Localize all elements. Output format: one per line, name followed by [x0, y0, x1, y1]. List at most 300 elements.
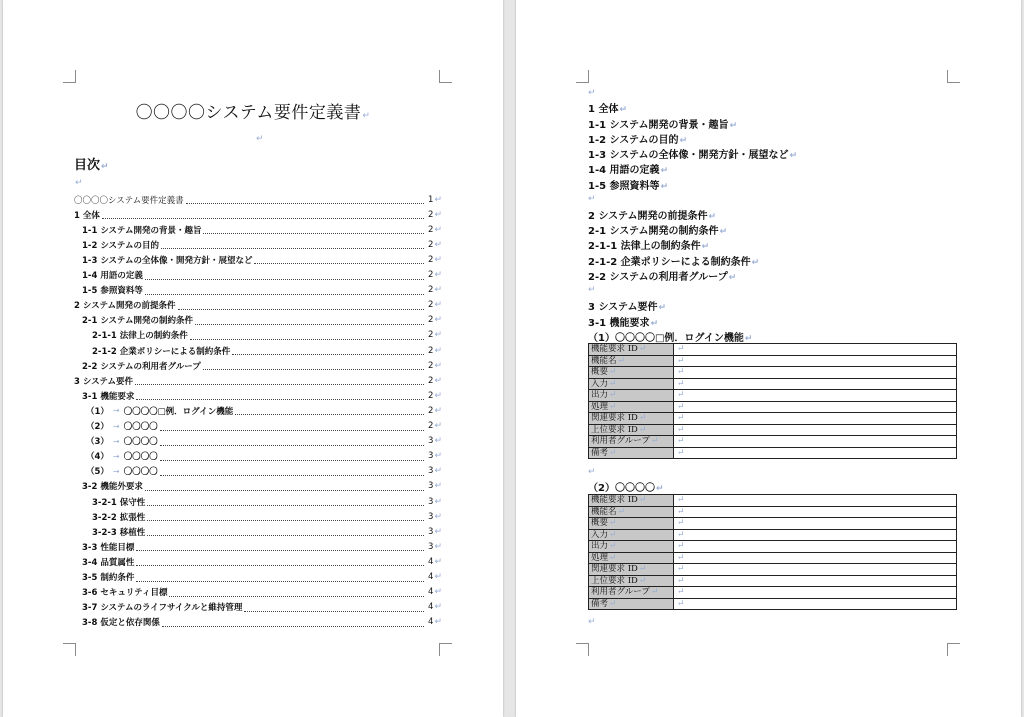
toc-leader-dots: [160, 467, 424, 476]
paragraph-mark: ↵: [434, 285, 442, 296]
toc-leader-dots: [145, 482, 424, 491]
section-heading[interactable]: （2）〇〇〇〇↵: [588, 483, 664, 494]
toc-page-number: 2: [428, 209, 434, 220]
table-label-cell[interactable]: [589, 378, 674, 390]
paragraph-mark: ↵: [434, 209, 442, 220]
toc-leader-dots: [147, 512, 424, 521]
table-value-cell[interactable]: [674, 424, 957, 436]
cell-end-mark: ↵: [677, 529, 685, 540]
table-row: [589, 506, 957, 518]
margin-corner-mark: [439, 643, 452, 656]
section-heading[interactable]: 3 システム要件↵: [588, 302, 666, 313]
paragraph-mark: ↵: [434, 270, 442, 280]
toc-entry-label: 1-1 システム開発の背景・趣旨: [82, 225, 202, 236]
cell-end-mark: ↵: [677, 413, 685, 424]
table-value-cell[interactable]: [674, 355, 957, 367]
toc-entry[interactable]: [74, 388, 442, 403]
toc-entry[interactable]: [74, 403, 442, 418]
cell-end-mark: ↵: [677, 447, 685, 458]
cell-end-mark: ↵: [677, 378, 685, 389]
section-heading[interactable]: 1-4 用語の定義↵: [588, 165, 669, 176]
cell-end-mark: ↵: [677, 495, 685, 506]
paragraph-mark: ↵: [434, 496, 442, 507]
paragraph-mark: ↵: [434, 421, 442, 431]
toc-entry[interactable]: [74, 600, 442, 615]
margin-corner-mark: [947, 643, 960, 656]
toc-entry-sublabel: 〇〇〇〇: [123, 422, 158, 432]
toc-leader-dots: [160, 422, 424, 431]
cell-end-mark: ↵: [677, 518, 685, 529]
paragraph-mark: ↵: [434, 436, 442, 447]
margin-corner-mark: [439, 70, 452, 83]
toc-entry-label: 2-1 システム開発の制約条件: [82, 316, 193, 327]
cell-end-mark: ↵: [677, 598, 685, 609]
requirements-table-1: [588, 343, 957, 459]
table-value-cell[interactable]: [674, 378, 957, 390]
cell-end-mark: ↵: [638, 424, 647, 435]
paragraph-mark: ↵: [434, 572, 442, 582]
cell-end-mark: ↵: [617, 506, 626, 517]
section-heading[interactable]: 1-3 システムの全体像・開発方針・展望など↵: [588, 150, 798, 161]
toc-leader-dots: [160, 452, 424, 461]
toc-entry-label: 3-2-3 移植性: [92, 527, 146, 538]
cell-end-mark: ↵: [638, 413, 647, 424]
toc-entry-sublabel: 〇〇〇〇: [123, 467, 158, 478]
tab-mark: →: [112, 421, 120, 431]
table-label-text: 上位要求 ID: [591, 424, 638, 435]
section-heading[interactable]: 2 システム開発の前提条件↵: [588, 211, 716, 222]
cell-end-mark: ↵: [609, 518, 617, 529]
toc-leader-dots: [136, 573, 424, 582]
margin-corner-mark: [63, 70, 76, 83]
toc-leader-dots: [145, 286, 424, 295]
table-value-cell[interactable]: [674, 495, 957, 507]
toc-leader-dots: [235, 406, 424, 415]
table-label-text: 処理: [591, 401, 609, 412]
cell-end-mark: ↵: [638, 495, 647, 506]
paragraph-mark: ↵: [256, 134, 264, 144]
cell-end-mark: ↵: [677, 436, 685, 447]
toc-leader-dots: [147, 527, 424, 536]
toc-entry[interactable]: [74, 554, 442, 569]
paragraph-mark: ↵: [434, 405, 442, 416]
table-label-cell[interactable]: [589, 575, 674, 587]
toc-page-number: 2: [428, 300, 434, 311]
toc-entry[interactable]: [74, 449, 442, 464]
toc-entry[interactable]: [74, 509, 442, 524]
toc-entry-label: 〇〇〇〇システム要件定義書: [74, 195, 184, 206]
toc-entry-label: 2-1-1 法律上の制約条件: [92, 331, 188, 342]
table-label-cell[interactable]: [589, 401, 674, 413]
document-title[interactable]: 〇〇〇〇システム要件定義書↵: [135, 103, 371, 123]
table-value-cell[interactable]: [674, 575, 957, 587]
table-label-cell[interactable]: [589, 598, 674, 610]
toc-entry-sublabel: 〇〇〇〇: [123, 437, 158, 448]
toc-entry[interactable]: [74, 343, 442, 358]
table-row: [589, 552, 957, 564]
paragraph-mark: ↵: [434, 390, 442, 401]
section-heading[interactable]: 2-1-2 企業ポリシーによる制約条件↵: [588, 257, 760, 268]
toc-entry-label: 3-8 仮定と依存関係: [82, 618, 160, 629]
paragraph-mark: ↵: [434, 375, 442, 386]
paragraph-mark: ↵: [434, 451, 442, 462]
cell-end-mark: ↵: [638, 344, 647, 355]
table-row: [589, 413, 957, 425]
paragraph-mark: ↵: [588, 285, 596, 295]
table-row: [589, 495, 957, 507]
paragraph-mark: ↵: [434, 541, 442, 552]
paragraph-mark: ↵: [434, 587, 442, 598]
section-heading[interactable]: 1-2 システムの目的↵: [588, 135, 688, 146]
cell-end-mark: ↵: [609, 378, 617, 389]
table-label-text: 概要: [591, 367, 609, 378]
table-row: [589, 424, 957, 436]
paragraph-mark: ↵: [434, 194, 442, 205]
toc-entry[interactable]: [74, 328, 442, 343]
toc-page-number: 3: [428, 511, 434, 522]
toc-entry[interactable]: [74, 434, 442, 449]
toc-page-number: 4: [428, 602, 434, 613]
paragraph-mark: ↵: [75, 178, 83, 188]
toc-entry[interactable]: [74, 252, 442, 267]
table-label-text: 備考: [591, 598, 609, 609]
tab-mark: →: [112, 406, 120, 416]
toc-entry-label: 1-3 システムの全体像・開発方針・展望など: [82, 255, 253, 266]
table-label-text: 入力: [591, 378, 609, 389]
table-value-cell[interactable]: [674, 541, 957, 553]
table-value-cell[interactable]: [674, 344, 957, 356]
section-heading[interactable]: 3-1 機能要求↵: [588, 318, 659, 329]
toc-entry-label: 3-6 セキュリティ目標: [82, 588, 168, 599]
toc-leader-dots: [186, 195, 424, 204]
margin-corner-mark: [576, 643, 589, 656]
paragraph-mark: ↵: [588, 617, 596, 627]
paragraph-mark: ↵: [434, 224, 442, 235]
toc-entry-label: （4）: [86, 452, 109, 463]
paragraph-mark: ↵: [588, 88, 596, 98]
toc-page-number: 2: [428, 405, 434, 416]
cell-end-mark: ↵: [609, 529, 617, 540]
cell-end-mark: ↵: [677, 367, 685, 378]
table-label-text: 処理: [591, 552, 609, 563]
toc-entry[interactable]: [74, 539, 442, 554]
toc-page-number: 3: [428, 496, 434, 507]
table-label-text: 機能名: [591, 506, 617, 517]
table-value-cell[interactable]: [674, 436, 957, 448]
cell-end-mark: ↵: [638, 564, 647, 575]
toc-entry[interactable]: [74, 524, 442, 539]
toc-entry[interactable]: [74, 419, 442, 434]
toc-leader-dots: [254, 255, 424, 264]
toc-entry-label: 3 システム要件: [74, 376, 134, 387]
toc-leader-dots: [147, 497, 424, 506]
paragraph-mark: ↵: [434, 466, 442, 477]
toc-entry-label: 3-5 制約条件: [82, 573, 135, 583]
table-row: [589, 529, 957, 541]
table-row: [589, 587, 957, 599]
toc-leader-dots: [162, 618, 424, 627]
cell-end-mark: ↵: [609, 367, 617, 378]
table-row: [589, 355, 957, 367]
table-row: [589, 436, 957, 448]
cell-end-mark: ↵: [677, 541, 685, 552]
table-row: [589, 575, 957, 587]
section-heading[interactable]: （1）〇〇〇〇□例．ログイン機能↵: [588, 333, 753, 344]
table-value-cell[interactable]: [674, 598, 957, 610]
toc-entry[interactable]: [74, 464, 442, 479]
table-label-cell[interactable]: [589, 390, 674, 402]
toc-entry-label: 2 システム開発の前提条件: [74, 301, 176, 312]
toc-leader-dots: [203, 361, 424, 370]
cell-end-mark: ↵: [677, 552, 685, 563]
section-heading[interactable]: 2-2 システムの利用者グループ↵: [588, 272, 737, 283]
table-value-cell[interactable]: [674, 413, 957, 425]
table-row: [589, 344, 957, 356]
cell-end-mark: ↵: [650, 436, 659, 447]
table-value-cell[interactable]: [674, 529, 957, 541]
toc-entry-sublabel: 〇〇〇〇: [123, 452, 158, 463]
cell-end-mark: ↵: [609, 541, 617, 552]
table-label-text: 上位要求 ID: [591, 575, 638, 586]
paragraph-mark: ↵: [434, 526, 442, 537]
tab-mark: →: [112, 466, 120, 476]
toc-entry[interactable]: [74, 237, 442, 252]
toc-leader-dots: [135, 376, 424, 385]
table-label-cell[interactable]: [589, 424, 674, 436]
toc-entry-label: 3-3 性能目標: [82, 542, 135, 553]
toc-leader-dots: [136, 391, 424, 400]
toc-leader-dots: [102, 210, 424, 219]
toc-leader-dots: [232, 346, 424, 355]
table-label-cell[interactable]: [589, 506, 674, 518]
toc-leader-dots: [169, 588, 424, 597]
table-row: [589, 447, 957, 459]
paragraph-mark: ↵: [434, 481, 442, 492]
table-label-cell[interactable]: [589, 518, 674, 530]
toc-entry-label: 1 全体: [74, 210, 100, 221]
toc-entry[interactable]: [74, 570, 442, 585]
toc-leader-dots: [136, 557, 424, 566]
cell-end-mark: ↵: [677, 506, 685, 517]
toc-entry[interactable]: [74, 222, 442, 237]
toc-entry[interactable]: [74, 298, 442, 313]
table-row: [589, 401, 957, 413]
toc-entry[interactable]: [74, 494, 442, 509]
cell-end-mark: ↵: [609, 390, 617, 401]
toc-page-number: 4: [428, 556, 434, 567]
table-label-text: 出力: [591, 541, 609, 552]
cell-end-mark: ↵: [677, 424, 685, 435]
toc-entry-label: 3-1 機能要求: [82, 391, 135, 402]
cell-end-mark: ↵: [677, 401, 685, 412]
paragraph-mark: ↵: [434, 617, 442, 628]
toc-leader-dots: [145, 271, 424, 280]
paragraph-mark: ↵: [434, 511, 442, 522]
table-label-text: 利用者グループ: [591, 587, 650, 598]
toc-entry-label: 3-4 品質属性: [82, 557, 135, 568]
toc-page-number: 4: [428, 572, 434, 582]
toc-entry[interactable]: [74, 207, 442, 222]
toc-page-number: 2: [428, 345, 434, 356]
section-heading[interactable]: 2-1 システム開発の制約条件↵: [588, 226, 728, 237]
table-value-cell[interactable]: [674, 564, 957, 576]
toc-page-number: 2: [428, 224, 434, 235]
cell-end-mark: ↵: [609, 552, 617, 563]
table-label-text: 出力: [591, 390, 609, 401]
toc-entry[interactable]: [74, 283, 442, 298]
toc-entry[interactable]: [74, 615, 442, 630]
toc-leader-dots: [160, 437, 424, 446]
section-heading[interactable]: 1-5 参照資料等↵: [588, 181, 669, 192]
table-label-text: 機能名: [591, 355, 617, 366]
toc-entry[interactable]: [74, 358, 442, 373]
table-label-cell[interactable]: [589, 413, 674, 425]
table-value-cell[interactable]: [674, 401, 957, 413]
cell-end-mark: ↵: [638, 575, 647, 586]
table-value-cell[interactable]: [674, 587, 957, 599]
toc-entry[interactable]: [74, 192, 442, 207]
table-value-cell[interactable]: [674, 518, 957, 530]
toc-leader-dots: [136, 542, 424, 551]
table-value-cell[interactable]: [674, 390, 957, 402]
tab-mark: →: [112, 451, 120, 461]
paragraph-mark: ↵: [588, 467, 596, 477]
toc-page-number: 3: [428, 451, 434, 462]
toc-entry[interactable]: [74, 585, 442, 600]
paragraph-mark: ↵: [434, 602, 442, 613]
cell-end-mark: ↵: [677, 564, 685, 575]
table-label-cell[interactable]: [589, 355, 674, 367]
section-heading[interactable]: 1-1 システム開発の背景・趣旨↵: [588, 120, 738, 131]
toc-page-number: 2: [428, 285, 434, 296]
toc-page-number: 2: [428, 315, 434, 326]
toc-entry-label: 1-2 システムの目的: [82, 240, 159, 251]
toc-page-number: 2: [428, 421, 434, 431]
table-label-text: 機能要求 ID: [591, 495, 638, 506]
table-label-cell[interactable]: [589, 367, 674, 379]
cell-end-mark: ↵: [609, 447, 617, 458]
toc-page-number: 1: [428, 194, 434, 205]
toc-entry-label: 3-2-2 拡張性: [92, 512, 146, 523]
toc-page-number: 2: [428, 375, 434, 386]
margin-corner-mark: [947, 70, 960, 83]
table-row: [589, 518, 957, 530]
toc-entry-label: （5）: [86, 467, 109, 478]
toc-entry-label: 1-5 参照資料等: [82, 286, 143, 297]
table-label-cell[interactable]: [589, 436, 674, 448]
cell-end-mark: ↵: [609, 401, 617, 412]
toc-page-number: 3: [428, 526, 434, 537]
table-value-cell[interactable]: [674, 367, 957, 379]
toc-entry-label: （2）: [86, 422, 109, 432]
toc-entry[interactable]: [74, 268, 442, 283]
paragraph-mark: ↵: [434, 556, 442, 567]
toc-entry-label: （3）: [86, 437, 109, 448]
table-label-cell[interactable]: [589, 552, 674, 564]
toc-page-number: 2: [428, 330, 434, 341]
table-label-cell[interactable]: [589, 587, 674, 599]
toc-heading[interactable]: 目次↵: [74, 158, 109, 173]
table-row: [589, 378, 957, 390]
toc-leader-dots: [178, 301, 425, 310]
paragraph-mark: ↵: [434, 315, 442, 326]
table-row: [589, 541, 957, 553]
toc-entry-sublabel: 〇〇〇〇□例．ログイン機能: [123, 406, 234, 417]
table-label-text: 概要: [591, 518, 609, 529]
toc-page-number: 3: [428, 466, 434, 477]
toc-page-number: 2: [428, 360, 434, 371]
paragraph-mark: ↵: [434, 330, 442, 341]
cell-end-mark: ↵: [609, 598, 617, 609]
cell-end-mark: ↵: [677, 575, 685, 586]
cell-end-mark: ↵: [677, 390, 685, 401]
toc-leader-dots: [244, 603, 424, 612]
paragraph-mark: ↵: [434, 254, 442, 265]
table-label-cell[interactable]: [589, 447, 674, 459]
cell-end-mark: ↵: [650, 587, 659, 598]
cell-end-mark: ↵: [677, 355, 685, 366]
toc-leader-dots: [195, 316, 424, 325]
table-row: [589, 598, 957, 610]
tab-mark: →: [112, 436, 120, 446]
table-row: [589, 367, 957, 379]
table-label-cell[interactable]: [589, 529, 674, 541]
toc-entry-label: 3-2 機能外要求: [82, 482, 143, 493]
toc-entry[interactable]: [74, 313, 442, 328]
toc-leader-dots: [161, 240, 424, 249]
table-row: [589, 564, 957, 576]
table-label-cell[interactable]: [589, 344, 674, 356]
section-heading[interactable]: 1 全体↵: [588, 104, 627, 115]
toc-leader-dots: [203, 225, 424, 234]
paragraph-mark: ↵: [434, 239, 442, 250]
table-row: [589, 390, 957, 402]
cell-end-mark: ↵: [677, 587, 685, 598]
table-label-cell[interactable]: [589, 495, 674, 507]
table-label-text: 機能要求 ID: [591, 344, 638, 355]
table-value-cell[interactable]: [674, 506, 957, 518]
cell-end-mark: ↵: [617, 355, 626, 366]
toc-entry[interactable]: [74, 373, 442, 388]
document-page-2: [516, 0, 1021, 717]
toc-page-number: 2: [428, 270, 434, 280]
table-value-cell[interactable]: [674, 447, 957, 459]
section-heading[interactable]: 2-1-1 法律上の制約条件↵: [588, 241, 710, 252]
toc-leader-dots: [190, 331, 424, 340]
paragraph-mark: ↵: [434, 300, 442, 311]
table-label-text: 入力: [591, 529, 609, 540]
toc-page-number: 4: [428, 617, 434, 628]
toc-entry-label: （1）: [86, 406, 109, 417]
toc-page-number: 2: [428, 239, 434, 250]
table-label-cell[interactable]: [589, 541, 674, 553]
paragraph-mark: ↵: [434, 360, 442, 371]
table-label-text: 関連要求 ID: [591, 564, 638, 575]
toc-entry-label: 2-1-2 企業ポリシーによる制約条件: [92, 346, 231, 357]
toc-entry[interactable]: [74, 479, 442, 494]
toc-page-number: 3: [428, 481, 434, 492]
table-label-text: 備考: [591, 447, 609, 458]
table-label-cell[interactable]: [589, 564, 674, 576]
toc-page-number: 2: [428, 254, 434, 265]
table-value-cell[interactable]: [674, 552, 957, 564]
toc-entry-label: 2-2 システムの利用者グループ: [82, 361, 201, 372]
cell-end-mark: ↵: [677, 344, 685, 355]
paragraph-mark: ↵: [434, 345, 442, 356]
requirements-table-2: [588, 494, 957, 610]
table-label-text: 利用者グループ: [591, 436, 650, 447]
paragraph-mark: ↵: [588, 194, 596, 204]
